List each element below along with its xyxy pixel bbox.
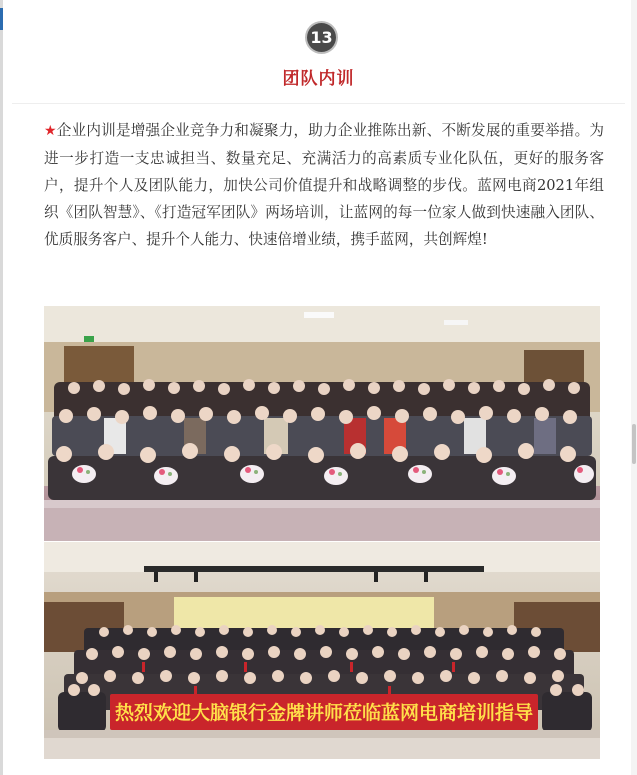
page-scrollbar[interactable]	[631, 0, 637, 775]
scrollbar-thumb[interactable]	[632, 424, 636, 464]
group-photo-banner	[44, 542, 600, 759]
left-edge-bar	[0, 0, 3, 775]
section-number-badge: 13	[307, 23, 336, 52]
welcome-banner-text: 热烈欢迎大脑银行金牌讲师莅临蓝网电商培训指导	[114, 702, 534, 724]
body-paragraph	[44, 117, 604, 253]
body-paragraph-text: 企业内训是增强企业竞争力和凝聚力，助力企业推陈出新、不断发展的重要举措。为进一步打造一支忠诚担当、数量充足、充满活力的高素质专业化队伍，更好的服务客户，提升个人及团队能力，加快公司价值提升和战略调整的步伐。蓝网电商2021年组织《团队智慧》、《打造冠军团队》两场培训，让蓝网的每一位家人做到快速融入团队、优质服务客户、提升个人能力、快速倍增业绩，携手蓝网，共创辉煌!	[44, 122, 604, 248]
red-star-icon: ★	[44, 123, 57, 139]
section-divider	[12, 103, 625, 104]
group-photo-banner-image	[44, 542, 600, 759]
group-photo-flowers-image	[44, 306, 600, 541]
section-title: 团队内训	[282, 69, 355, 89]
left-edge-accent	[0, 8, 3, 30]
group-photo-flowers	[44, 306, 600, 541]
